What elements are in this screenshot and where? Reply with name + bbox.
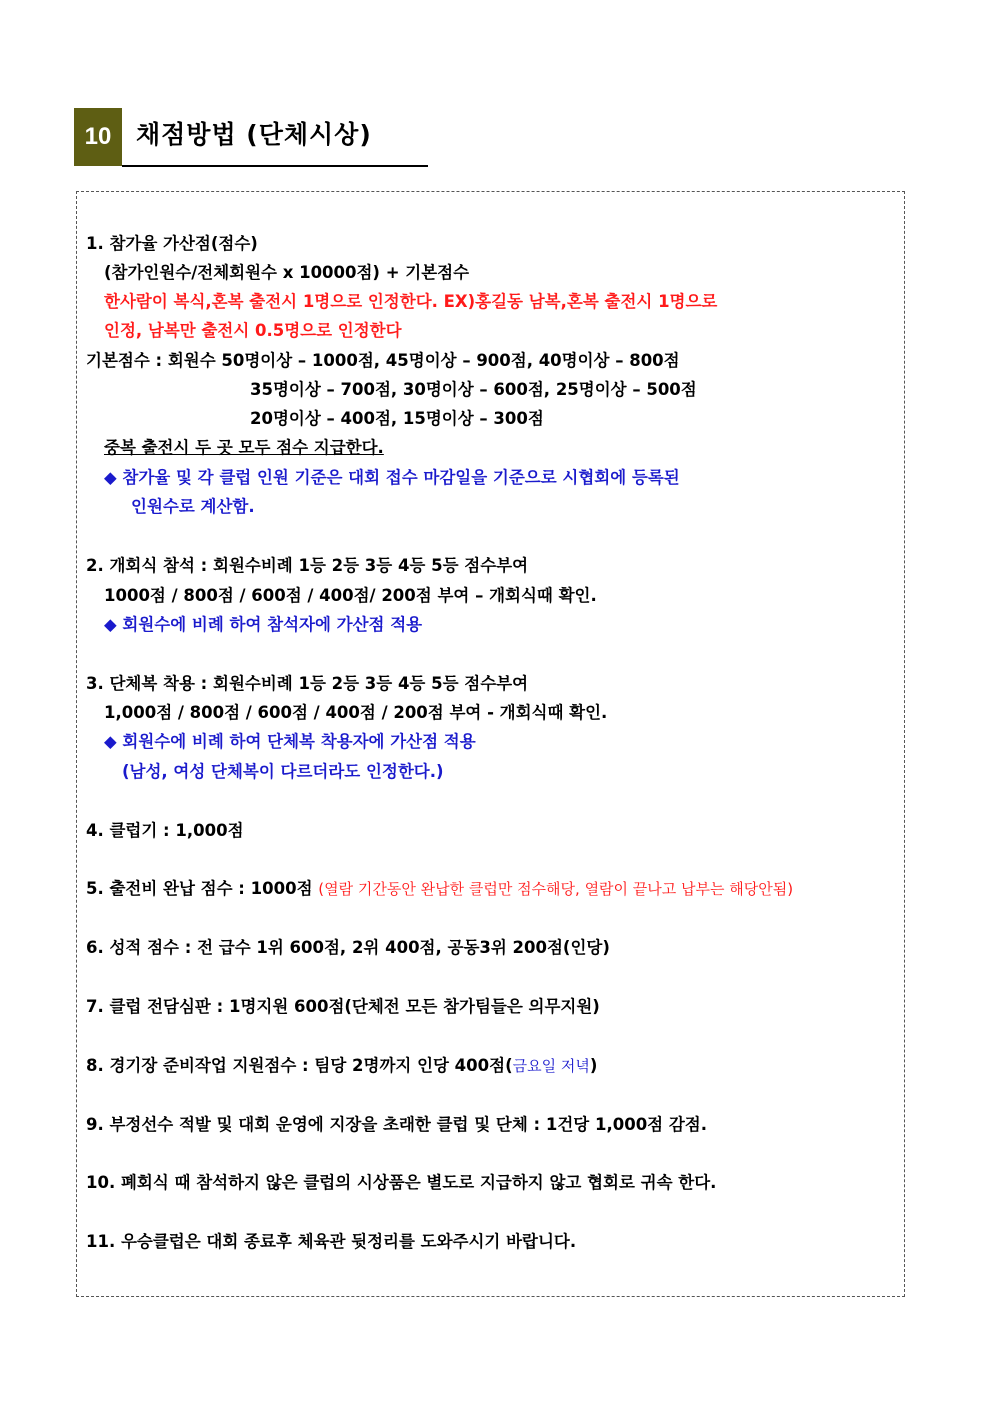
s1-blue-note-2: 인원수로 계산함. [131,497,255,516]
page-title: 채점방법 (단체시상) [136,120,372,149]
s11-title: 11. 우승클럽은 대회 종료후 체육관 뒷정리를 도와주시기 바랍니다. [86,1232,577,1251]
s5-red-note: (열람 기간동안 완납한 클럽만 점수해당, 열람이 끝나고 납부는 해당안됨) [318,880,794,898]
s10-title: 10. 폐회식 때 참석하지 않은 클럽의 시상품은 별도로 지급하지 않고 협회로 귀속 한다. [86,1173,717,1192]
s7-title: 7. 클럽 전담심판 : 1명지원 600점(단체전 모든 참가팀들은 의무지원) [86,997,600,1016]
s8-blue-note: 금요일 저녁 [512,1057,590,1075]
s2-line: 1000점 / 800점 / 600점 / 400점/ 200점 부여 – 개회식때 확인. [104,586,597,605]
s6-title: 6. 성적 점수 : 전 급수 1위 600점, 2위 400점, 공동3위 200점(인당) [86,938,610,957]
s3-blue-note-2: (남성, 여성 단체복이 다르더라도 인정한다.) [122,762,444,781]
s3-blue-note: ◆ 회원수에 비례 하여 단체복 착용자에 가산점 적용 [104,732,476,751]
s1-red-note-2: 인정, 남복만 출전시 0.5명으로 인정한다 [104,321,402,340]
s1-formula: (참가인원수/전체회원수 x 10000점) + 기본점수 [104,263,470,282]
s1-base-1: 기본점수 : 회원수 50명이상 – 1000점, 45명이상 – 900점, 40명이상 – 800점 [86,351,680,370]
title-underline [122,165,428,167]
s4-title: 4. 클럽기 : 1,000점 [86,821,244,840]
s1-duplicate-note: 중복 출전시 두 곳 모두 점수 지급한다. [104,438,384,457]
s1-red-note-1: 한사람이 복식,혼복 출전시 1명으로 인정한다. EX)홍길동 남복,혼복 출전시 1명으로 [104,292,718,311]
section-number-badge: 10 [74,108,122,166]
s8-close-paren: ) [589,1056,598,1075]
s1-base-2: 35명이상 – 700점, 30명이상 – 600점, 25명이상 – 500점 [250,380,697,399]
s2-title: 2. 개회식 참석 : 회원수비례 1등 2등 3등 4등 5등 점수부여 [86,556,529,575]
s1-title: 1. 참가율 가산점(점수) [86,234,258,253]
s1-blue-note-1: ◆ 참가율 및 각 클럽 인원 기준은 대회 접수 마감일을 기준으로 시협회에 등록된 [104,468,680,487]
s8-line [86,1055,597,1077]
s5-line [86,878,793,900]
s3-title: 3. 단체복 착용 : 회원수비례 1등 2등 3등 4등 5등 점수부여 [86,674,529,693]
s9-title: 9. 부정선수 적발 및 대회 운영에 지장을 초래한 클럽 및 단체 : 1건당 1,000점 감점. [86,1115,708,1134]
s8-title: 8. 경기장 준비작업 지원점수 : 팀당 2명까지 인당 400점( [86,1056,513,1075]
s2-blue-note: ◆ 회원수에 비례 하여 참석자에 가산점 적용 [104,615,423,634]
s5-title: 5. 출전비 완납 점수 : 1000점 [86,879,313,898]
s3-line: 1,000점 / 800점 / 600점 / 400점 / 200점 부여 - 개회식때 확인. [104,703,608,722]
s1-base-3: 20명이상 – 400점, 15명이상 – 300점 [250,409,544,428]
